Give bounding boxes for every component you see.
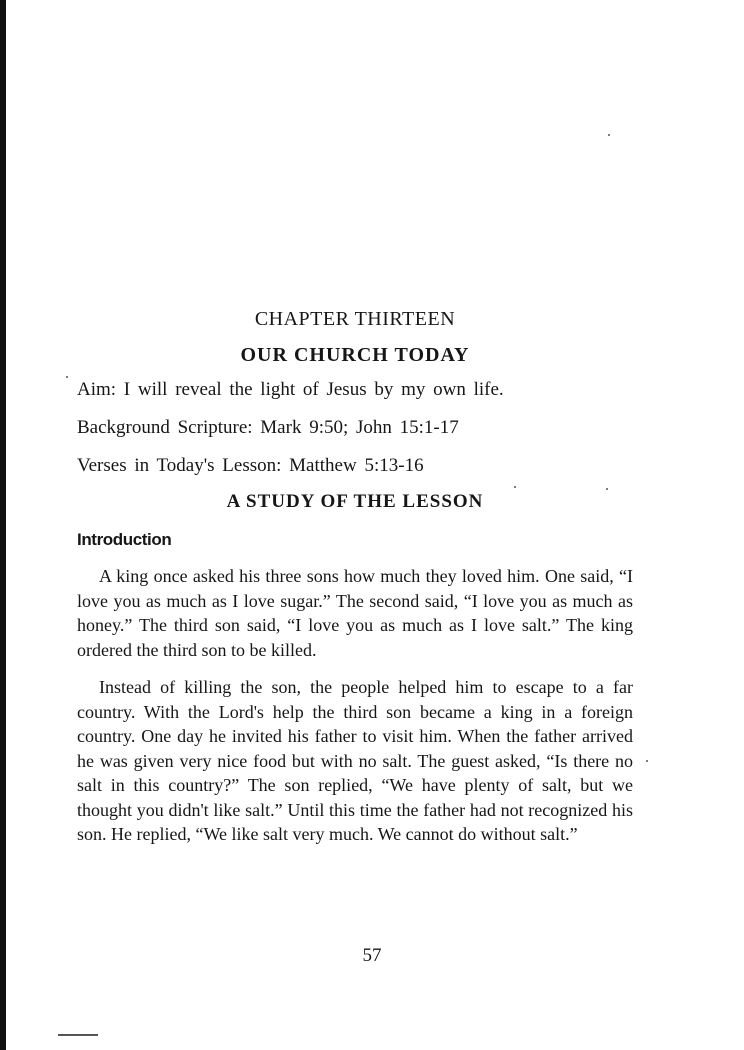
page-number: 57 — [362, 945, 382, 966]
page-left-edge-shadow — [0, 0, 6, 1050]
scan-speck — [66, 376, 68, 378]
lesson-aim: Aim: I will reveal the light of Jesus by my own life. — [77, 379, 504, 400]
scan-speck — [608, 134, 610, 136]
introduction-paragraph: Instead of killing the son, the people helped him to escape to a far country. With the Lord's help the third son became a king in a foreign country. One day he invited his father to visit him. When the father arrived he was given very nice food but with no salt. The guest asked, “Is there no salt in this country?” The son replied, “We have plenty of salt, but we thought you didn't like salt.” Until this time the father had not recognized his son. He replied, “We like salt very much. We cannot do without salt.” — [77, 677, 633, 844]
scan-speck — [646, 760, 648, 762]
background-scripture: Background Scripture: Mark 9:50; John 15:1-17 — [77, 417, 459, 438]
scan-mark — [58, 1034, 98, 1036]
introduction-paragraph: A king once asked his three sons how much they loved him. One said, “I love you as much as I love sugar.” The second said, “I love you as much as honey.” The third son said, “I love you as much as I love salt.” The king ordered the third son to be killed. — [77, 566, 633, 660]
chapter-number: CHAPTER THIRTEEN — [254, 308, 456, 330]
introduction-heading: Introduction — [77, 530, 172, 549]
page-content — [77, 304, 633, 847]
lesson-verses: Verses in Today's Lesson: Matthew 5:13-16 — [77, 455, 424, 476]
chapter-title: OUR CHURCH TODAY — [240, 344, 470, 366]
study-heading: A STUDY OF THE LESSON — [226, 491, 484, 512]
